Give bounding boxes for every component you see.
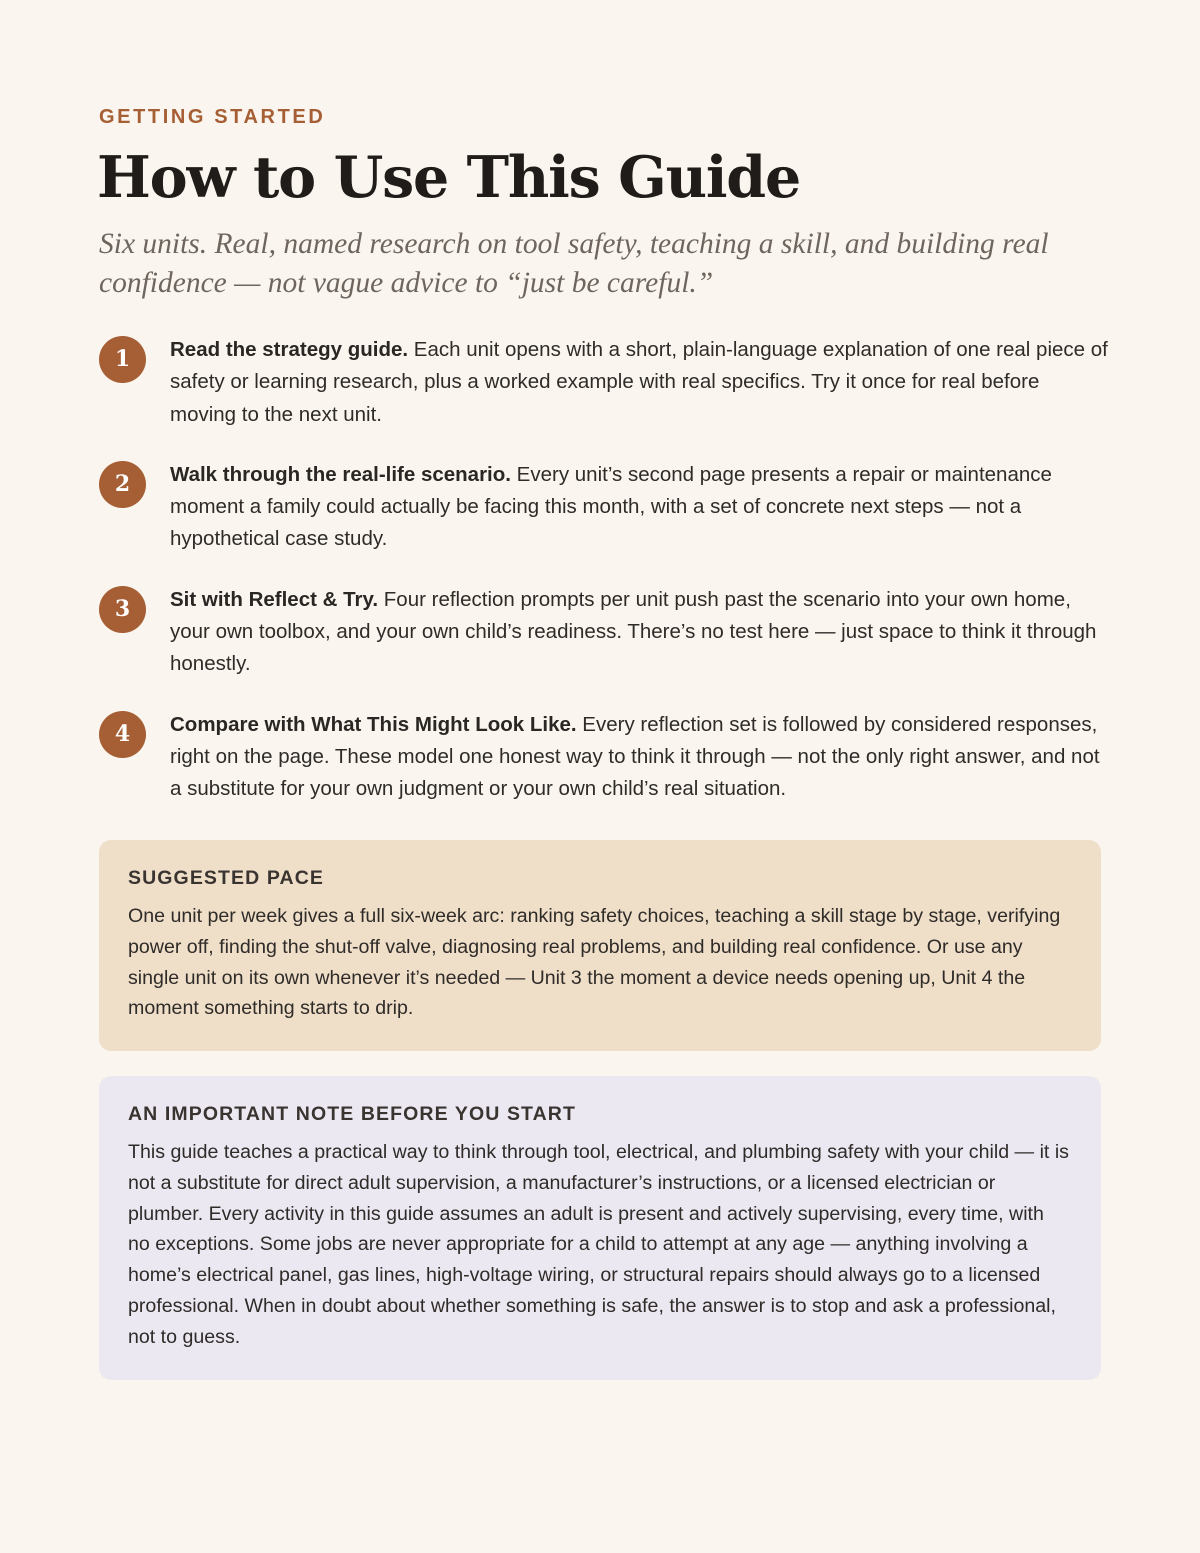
page-subtitle: Six units. Real, named research on tool safety, teaching a skill, and building real confidence — not vague advice to “just be careful.” xyxy=(99,228,1049,299)
suggested-pace-body: One unit per week gives a full six-week arc: ranking safety choices, teaching a skill stage by stage, verifying power off, finding the shut-off valve, diagnosing real problems, and building real confidence. Or use any single unit on its own whenever it’s needed — Unit 3 the moment a device needs opening up, Unit 4 the moment something starts to drip. xyxy=(128,905,1061,1020)
page-title: How to Use This Guide xyxy=(97,144,801,211)
suggested-pace-heading: SUGGESTED PACE xyxy=(128,867,324,889)
step-item xyxy=(99,584,1109,681)
important-note-body: This guide teaches a practical way to think through tool, electrical, and plumbing safety with your child — it is not a substitute for direct adult supervision, a manufacturer’s instructions, or a licensed electrician or plumber. Every activity in this guide assumes an adult is present and actively supervising, every time, with no exceptions. Some jobs are never appropriate for a child to attempt at any age — anything involving a home’s electrical panel, gas lines, high-voltage wiring, or structural repairs should always go to a licensed professional. When in doubt about whether something is safe, the answer is to stop and ask a professional, not to guess. xyxy=(128,1141,1069,1348)
important-note-heading: AN IMPORTANT NOTE BEFORE YOU START xyxy=(128,1103,576,1125)
step-lead: Read the strategy guide. xyxy=(170,338,409,361)
step-item xyxy=(99,709,1109,806)
suggested-pace-box xyxy=(99,840,1101,1051)
important-note-box xyxy=(99,1076,1101,1380)
step-item xyxy=(99,459,1109,556)
step-text: Every reflection set is followed by considered responses, right on the page. These model one honest way to think it through — not the only right answer, and not a substitute for your own judgment or your own child’s real situation. xyxy=(170,712,1100,801)
step-text: Four reflection prompts per unit push past the scenario into your own home, your own toolbox, and your own child’s readiness. There’s no test here — just space to think it through honestly. xyxy=(170,587,1097,676)
step-number-badge: 2 xyxy=(99,461,146,508)
step-lead: Sit with Reflect & Try. xyxy=(170,587,379,611)
step-number-badge: 3 xyxy=(99,586,146,633)
step-number-badge: 1 xyxy=(99,336,146,383)
section-eyebrow: GETTING STARTED xyxy=(99,106,326,128)
step-item xyxy=(99,334,1109,431)
steps-list xyxy=(99,334,1109,834)
step-text: Every unit’s second page presents a repair or maintenance moment a family could actually be facing this month, with a set of concrete next steps — not a hypothetical case study. xyxy=(170,462,1052,551)
step-text: Each unit opens with a short, plain-language explanation of one real piece of safety or learning research, plus a worked example with real specifics. Try it once for real before moving to the next unit. xyxy=(170,338,1108,426)
step-lead: Compare with What This Might Look Like. xyxy=(170,712,577,736)
step-lead: Walk through the real-life scenario. xyxy=(170,462,511,486)
step-number-badge: 4 xyxy=(99,711,146,758)
